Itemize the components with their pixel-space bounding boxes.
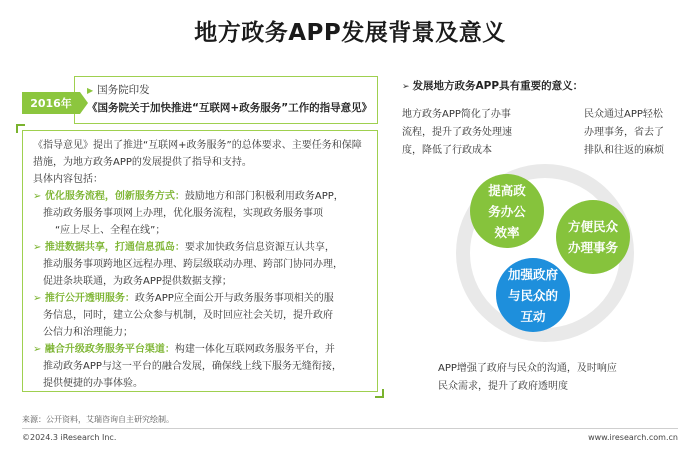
circle-interaction: 加强政府 与民众的 互动 bbox=[496, 258, 570, 332]
arrow-icon: ➢ bbox=[402, 82, 410, 92]
footer-divider bbox=[22, 428, 678, 429]
bullet-3-line-3: 公信力和治理能力； bbox=[43, 327, 133, 338]
arrow-icon: ➢ bbox=[33, 242, 45, 253]
website-link[interactable]: www.iresearch.com.cn bbox=[588, 433, 678, 442]
bullet-2-line-3: 促进条块联通，为政务APP提供数据支撑； bbox=[43, 276, 232, 287]
bullet-1: ➢ 优化服务流程，创新服务方式：鼓励地方和部门积极利用政务APP， bbox=[33, 191, 344, 202]
document-name: 《国务院关于加快推进“互联网+政务服务”工作的指导意见》 bbox=[87, 102, 373, 114]
significance-title: ➢ 发展地方政务APP具有重要的意义： bbox=[402, 80, 584, 92]
intro-text: 《指导意见》提出了推进“互联网+政务服务”的总体要求、主要任务和保障措施，为地方政务APP的发展提供了指导和支持。 bbox=[33, 140, 362, 168]
interaction-description: APP增强了政府与民众的沟通，及时响应 民众需求，提升了政府透明度 bbox=[438, 363, 617, 392]
issuer-line bbox=[87, 82, 367, 99]
content-label: 具体内容包括： bbox=[33, 174, 103, 185]
page-title: 地方政务APP发展背景及意义 bbox=[194, 20, 506, 46]
bullet-1-line-3: “应上尽上、全程在线”； bbox=[55, 225, 166, 236]
corner-decoration-bottom-right bbox=[375, 389, 384, 398]
policy-header-box bbox=[74, 76, 378, 124]
source-note: 来源：公开资料，艾瑞咨询自主研究绘制。 bbox=[22, 415, 174, 424]
bullet-3: ➢ 推行公开透明服务：政务APP应全面公开与政务服务事项相关的服 bbox=[33, 293, 334, 304]
triangle-icon: ▶ bbox=[87, 86, 94, 95]
bullet-4-line-3: 提供便捷的办事体验。 bbox=[43, 378, 143, 389]
year-badge: 2016年 bbox=[22, 92, 80, 114]
circle-efficiency: 提高政 务办公 效率 bbox=[470, 174, 544, 248]
bullet-1-line-2: 推动政务服务事项网上办理，优化服务流程，实现政务服务事项 bbox=[43, 208, 323, 219]
circle-convenience: 方便民众 办理事务 bbox=[556, 200, 630, 274]
arrow-icon: ➢ bbox=[33, 293, 45, 304]
bullet-4: ➢ 融合升级政务服务平台渠道：构建一体化互联网政务服务平台，并 bbox=[33, 344, 335, 355]
bullet-4-line-2: 推动政务APP与这一平台的融合发展，确保线上线下服务无缝衔接， bbox=[43, 361, 342, 372]
arrow-icon: ➢ bbox=[33, 344, 45, 355]
policy-content-box bbox=[22, 130, 378, 392]
bullet-2: ➢ 推进数据共享，打通信息孤岛：要求加快政务信息资源互认共享， bbox=[33, 242, 335, 253]
convenience-description: 民众通过APP轻松 办理事务，省去了 排队和往返的麻烦 bbox=[584, 109, 664, 156]
copyright: ©2024.3 iResearch Inc. bbox=[22, 433, 117, 442]
bullet-3-line-2: 务信息，同时，建立公众参与机制，及时回应社会关切，提升政府 bbox=[43, 310, 333, 321]
bullet-2-line-2: 推动服务事项跨地区远程办理、跨层级联动办理、跨部门协同办理， bbox=[43, 259, 343, 270]
issuer-text: 国务院印发 bbox=[97, 84, 150, 96]
arrow-icon: ➢ bbox=[33, 191, 45, 202]
efficiency-description: 地方政务APP简化了办事 流程，提升了政务处理速 度，降低了行政成本 bbox=[402, 109, 512, 156]
